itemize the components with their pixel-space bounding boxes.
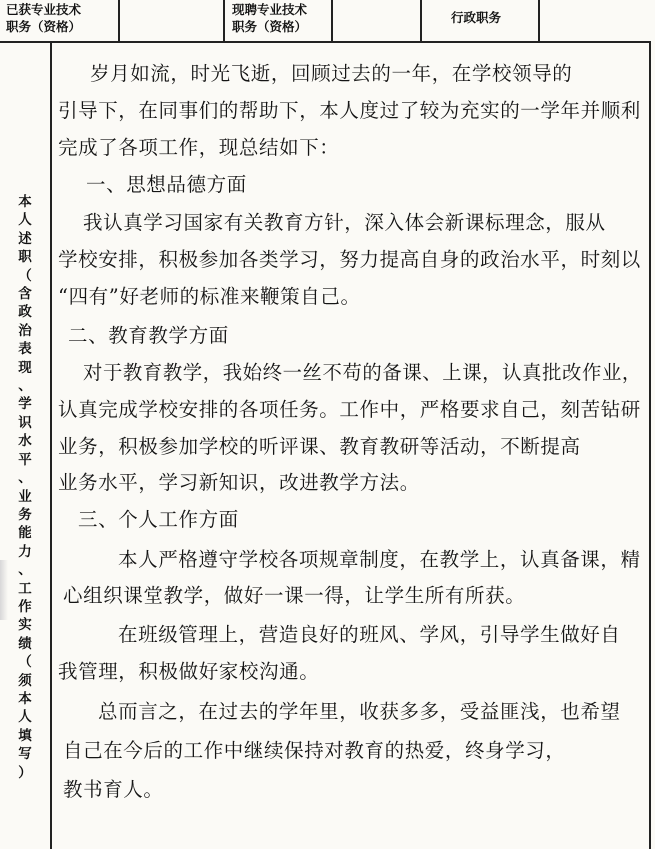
report-line: 总而言之，在过去的学年里，收获多多，受益匪浅，也希望: [98, 700, 621, 723]
vertical-title-char: 力: [18, 543, 32, 560]
vertical-title-char: 实: [18, 617, 32, 634]
header-divider: [420, 0, 422, 41]
vertical-title-char: 治: [18, 322, 32, 339]
report-line: 二、教育教学方面: [68, 324, 229, 347]
self-report-vertical-title: [14, 193, 36, 782]
vertical-title-char: 学: [18, 396, 32, 413]
vertical-title-char: （: [18, 654, 32, 671]
vertical-title-char: 本: [18, 194, 32, 210]
current-qualification-line-1: 现聘专业技术: [232, 2, 308, 17]
vertical-title-char: 作: [18, 598, 32, 615]
report-line: 业务水平，学习新知识，改进教学方法。: [58, 471, 420, 494]
vertical-title-char: 本: [18, 690, 32, 707]
right-border: [649, 41, 651, 849]
vertical-title-char: 表: [18, 341, 32, 358]
vertical-title-char: 、: [18, 562, 32, 579]
header-divider: [331, 0, 333, 41]
report-line: 本人严格遵守学校各项规章制度，在教学上，认真备课，精: [118, 548, 641, 571]
report-line: 一、思想品德方面: [86, 173, 247, 196]
report-line: 完成了各项工作，现总结如下：: [58, 136, 340, 159]
vertical-title-char: （: [18, 267, 32, 284]
header-row: [0, 0, 650, 43]
report-line: 认真完成学校安排的各项任务。工作中，严格要求自己，刻苦钻研: [58, 398, 641, 421]
vertical-title-char: 写: [18, 746, 32, 763]
vertical-title-char: 能: [18, 525, 32, 542]
report-line: 心组织课堂教学，做好一课一得，让学生所有所获。: [63, 584, 526, 607]
vertical-title-char: 、: [18, 378, 32, 395]
vertical-title-char: 务: [18, 506, 32, 523]
vertical-title-char: 含: [18, 286, 32, 303]
paper-edge-shadow: [0, 560, 8, 620]
vertical-title-char: 、: [18, 470, 32, 487]
current-qualification-label: [232, 1, 307, 35]
report-line: 在班级管理上，营造良好的班风、学风，引导学生做好自: [118, 623, 621, 646]
vertical-title-char: 政: [18, 304, 32, 321]
report-line: 学校安排，积极参加各类学习，努力提高自身的政治水平，时刻以: [58, 248, 641, 271]
vertical-title-char: 绩: [18, 635, 32, 652]
vertical-title-char: 人: [18, 212, 32, 229]
report-line: “四有”好老师的标准来鞭策自己。: [58, 285, 361, 308]
vertical-title-char: 业: [18, 488, 32, 505]
vertical-title-char: ）: [18, 764, 32, 781]
vertical-title-char: 述: [18, 230, 32, 247]
vertical-title-char: 工: [18, 580, 32, 597]
header-divider: [223, 0, 225, 41]
report-line: 对于教育教学，我始终一丝不苟的备课、上课，认真批改作业，: [83, 361, 642, 384]
header-divider: [538, 0, 540, 41]
report-line: 我管理，积极做好家校沟通。: [58, 660, 320, 683]
report-line: 引导下，在同事们的帮助下，本人度过了较为充实的一学年并顺利: [58, 99, 641, 122]
current-qualification-line-2: 职务（资格）: [232, 19, 308, 34]
left-label-column: [0, 43, 52, 849]
vertical-title-char: 平: [18, 451, 32, 468]
obtained-qualification-line-1: 已获专业技术: [6, 2, 82, 17]
vertical-title-char: 须: [18, 672, 32, 689]
obtained-qualification-label: [6, 1, 81, 35]
vertical-title-char: 水: [18, 433, 32, 450]
report-line: 岁月如流，时光飞逝，回顾过去的一年，在学校领导的: [90, 62, 573, 85]
report-line: 自己在今后的工作中继续保持对教育的热爱，终身学习，: [63, 739, 566, 762]
report-line: 我认真学习国家有关教育方针，深入体会新课标理念，服从: [83, 211, 606, 234]
header-divider: [118, 0, 120, 41]
report-line: 业务，积极参加学校的听评课、教育教研等活动，不断提高: [58, 435, 581, 458]
vertical-title-char: 人: [18, 709, 32, 726]
admin-position-label: 行政职务: [451, 10, 502, 25]
vertical-title-char: 现: [18, 359, 32, 376]
report-line: 三、个人工作方面: [78, 508, 239, 531]
vertical-title-char: 识: [18, 414, 32, 431]
vertical-title-char: 填: [18, 727, 32, 744]
obtained-qualification-line-2: 职务（资格）: [6, 19, 82, 34]
vertical-title-char: 职: [18, 249, 32, 266]
report-line: 教书育人。: [63, 778, 164, 801]
